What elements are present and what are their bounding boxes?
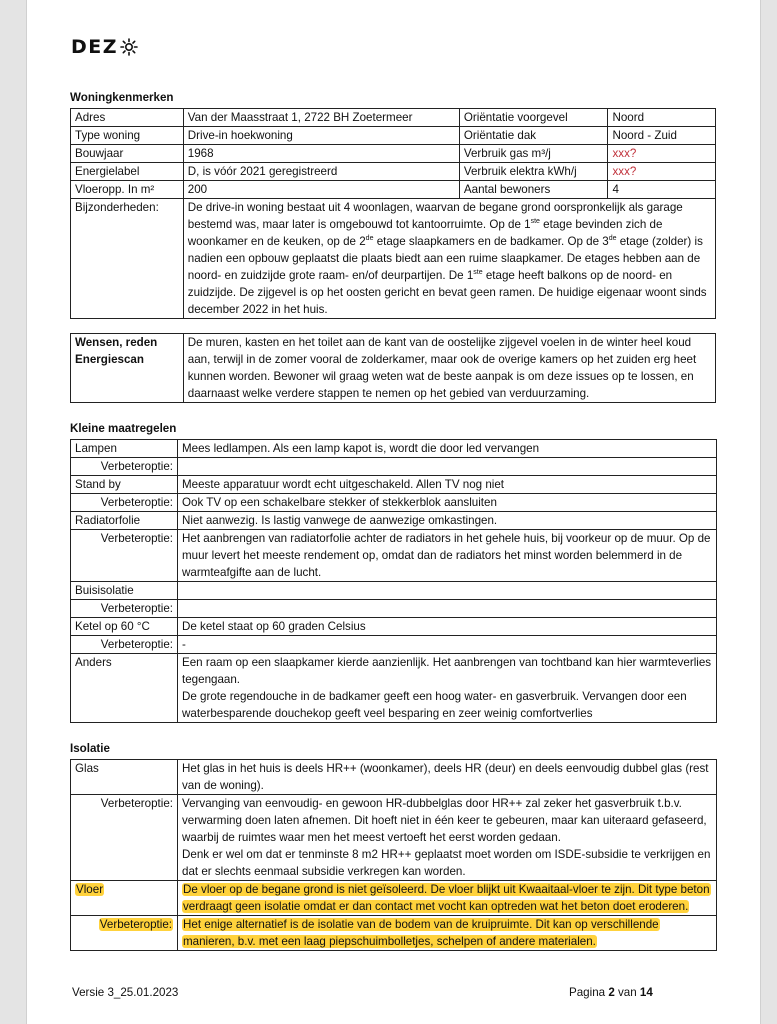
label-verbeteroptie: Verbeteroptie:: [71, 600, 178, 618]
highlight: De vloer op de begane grond is niet geïsoleerd. De vloer blijkt uit Kwaaitaal-vloer te zijn. Dit type beton verdraagt geen isolatie omdat er dan contact met vocht kan optreden wat het beton doet eroderen.: [183, 883, 710, 913]
value-vloeroppervlak: 200: [183, 181, 459, 199]
table-row: [71, 145, 716, 163]
value-stand-by: Meeste apparatuur wordt echt uitgeschakeld. Allen TV nog niet: [178, 476, 717, 494]
label-energielabel: Energielabel: [71, 163, 184, 181]
value-energielabel: D, is vóór 2021 geregistreerd: [183, 163, 459, 181]
kleine-maatregelen-table: [70, 439, 717, 723]
label-stand-by: Stand by: [71, 476, 178, 494]
value-verbeteroptie: [178, 600, 717, 618]
table-row: [71, 636, 717, 654]
label-type-woning: Type woning: [71, 127, 184, 145]
highlight: Verbeteroptie:: [99, 918, 172, 931]
label-verbeteroptie: Verbeteroptie:: [71, 795, 178, 881]
value-verbeteroptie: [178, 458, 717, 476]
table-row: [71, 530, 717, 582]
label-bouwjaar: Bouwjaar: [71, 145, 184, 163]
table-row: [71, 795, 717, 881]
section-title-woningkenmerken: Woningkenmerken: [70, 91, 174, 104]
table-row: [71, 916, 717, 951]
woningkenmerken-table: [70, 108, 716, 319]
value-verbeteroptie: -: [178, 636, 717, 654]
label-anders: Anders: [71, 654, 178, 723]
label-verbeteroptie: Verbeteroptie:: [71, 530, 178, 582]
table-row: [71, 494, 717, 512]
label-verbeteroptie: Verbeteroptie:: [71, 458, 178, 476]
label-vloeroppervlak: Vloeropp. In m²: [71, 181, 184, 199]
logo-text: DEZ: [71, 36, 119, 58]
value-verbruik-gas: xxx?: [608, 145, 716, 163]
value-type-woning: Drive-in hoekwoning: [183, 127, 459, 145]
label-verbruik-elektra: Verbruik elektra kWh/j: [459, 163, 608, 181]
value-orientatie-voorgevel: Noord: [608, 109, 716, 127]
document-content: [70, 89, 716, 951]
table-row: [71, 476, 717, 494]
label-verbeteroptie: Verbeteroptie:: [71, 494, 178, 512]
version-label: Versie 3_25.01.2023: [72, 986, 179, 999]
label-orientatie-voorgevel: Oriëntatie voorgevel: [459, 109, 608, 127]
value-verbeteroptie: Ook TV op een schakelbare stekker of stekkerblok aansluiten: [178, 494, 717, 512]
sun-icon: [120, 38, 138, 56]
wensen-table: [70, 333, 716, 403]
section-title-isolatie: Isolatie: [70, 742, 110, 755]
label-verbruik-gas: Verbruik gas m³/j: [459, 145, 608, 163]
table-row: [71, 334, 716, 403]
section-title-kleine-maatregelen: Kleine maatregelen: [70, 422, 177, 435]
value-verbruik-elektra: xxx?: [608, 163, 716, 181]
label-wensen: Wensen, reden Energiescan: [71, 334, 184, 403]
value-orientatie-dak: Noord - Zuid: [608, 127, 716, 145]
table-row: [71, 127, 716, 145]
value-glas: Het glas in het huis is deels HR++ (woonkamer), deels HR (deur) en deels eenvoudig dubbel glas (rest van de woning).: [178, 760, 717, 795]
label-adres: Adres: [71, 109, 184, 127]
highlight: Het enige alternatief is de isolatie van de bodem van de kruipruimte. Dit kan op verschillende manieren, b.v. met een laag piepschuimbolletjes, schelpen of andere materialen.: [183, 918, 659, 948]
table-row: [71, 440, 717, 458]
value-verbeteroptie: Het aanbrengen van radiatorfolie achter de radiators in het gehele huis, bij voorkeur op de muur. Op de muur levert het meeste rendement op, omdat dan de radiators het minst worden belemmerd in de warmteafgifte aan de lucht.: [178, 530, 717, 582]
table-row: [71, 881, 717, 916]
value-verbeteroptie: Vervanging van eenvoudig- en gewoon HR-dubbelglas door HR++ zal zeker het gasverbruik t.b.v. verwarming doen laten afnemen. Dit hoeft niet in één keer te gebeuren, maar kan uiteraard gefaseerd, waarbij de ruimtes waar men het meest vertoeft het eerst worden gedaan. Denk er wel om dat er tenminste 8 m2 HR++ geplaatst moet worden om ISDE-subsidie te verkrijgen en dat er slechts eenmaal subsidie verkregen kan worden.: [178, 795, 717, 881]
label-radiatorfolie: Radiatorfolie: [71, 512, 178, 530]
label-vloer: [71, 881, 178, 916]
value-bijzonderheden: De drive-in woning bestaat uit 4 woonlagen, waarvan de begane grond oorspronkelijk als garage bestemd was, maar later is omgebouwd tot kantoorruimte. Op de 1ste etage bevinden zich de woonkamer en de keuken, op de 2de etage slaapkamers en de badkamer. Op de 3de etage (zolder) is nadien een opbouw geplaatst die plaats biedt aan een ruime slaapkamer. De etages hebben aan de noord- en zuidzijde grote raam- en/of deurpartijen. De 1ste etage heeft balkons op de noord- en zuidzijde. De zijgevel is op het oosten gericht en bevat geen ramen. De huidige eigenaar woont sinds december 2022 in het huis.: [183, 199, 715, 319]
value-ketel: De ketel staat op 60 graden Celsius: [178, 618, 717, 636]
value-wensen: De muren, kasten en het toilet aan de kant van de oostelijke zijgevel voelen in de winter heel koud aan, terwijl in de zomer vooral de zolderkamer, maar ook de overige kamers op het zuiden erg heet kunnen worden. Bewoner wil graag weten wat de beste aanpak is om deze issues op te lossen, en daarnaast welke verdere stappen te nemen op het gebied van verduurzaming.: [183, 334, 715, 403]
value-verbeteroptie: [178, 916, 717, 951]
value-adres: Van der Maasstraat 1, 2722 BH Zoetermeer: [183, 109, 459, 127]
label-glas: Glas: [71, 760, 178, 795]
value-buisisolatie: [178, 582, 717, 600]
dez-logo: [71, 37, 138, 57]
label-lampen: Lampen: [71, 440, 178, 458]
label-verbeteroptie: [71, 916, 178, 951]
value-lampen: Mees ledlampen. Als een lamp kapot is, wordt die door led vervangen: [178, 440, 717, 458]
table-row: [71, 582, 717, 600]
table-row: [71, 512, 717, 530]
table-row: [71, 163, 716, 181]
table-row: [71, 458, 717, 476]
page-number: Pagina 2 van 14: [569, 986, 653, 999]
value-radiatorfolie: Niet aanwezig. Is lastig vanwege de aanwezige omkastingen.: [178, 512, 717, 530]
value-bouwjaar: 1968: [183, 145, 459, 163]
table-row: [71, 109, 716, 127]
label-verbeteroptie: Verbeteroptie:: [71, 636, 178, 654]
value-anders: Een raam op een slaapkamer kierde aanzienlijk. Het aanbrengen van tochtband kan hier warmteverlies tegengaan. De grote regendouche in de badkamer geeft een hoog water- en gasverbruik. Vervangen door een waterbesparende douchekop geeft veel besparing en zeer weinig comfortverlies: [178, 654, 717, 723]
label-buisisolatie: Buisisolatie: [71, 582, 178, 600]
value-vloer: [178, 881, 717, 916]
table-row: [71, 654, 717, 723]
document-page: [27, 0, 760, 1024]
table-row: [71, 618, 717, 636]
isolatie-table: [70, 759, 717, 951]
label-aantal-bewoners: Aantal bewoners: [459, 181, 608, 199]
value-aantal-bewoners: 4: [608, 181, 716, 199]
label-ketel: Ketel op 60 °C: [71, 618, 178, 636]
table-row: [71, 760, 717, 795]
highlight: Vloer: [76, 883, 104, 896]
table-row: [71, 600, 717, 618]
table-row: [71, 199, 716, 319]
label-orientatie-dak: Oriëntatie dak: [459, 127, 608, 145]
label-bijzonderheden: Bijzonderheden:: [71, 199, 184, 319]
table-row: [71, 181, 716, 199]
